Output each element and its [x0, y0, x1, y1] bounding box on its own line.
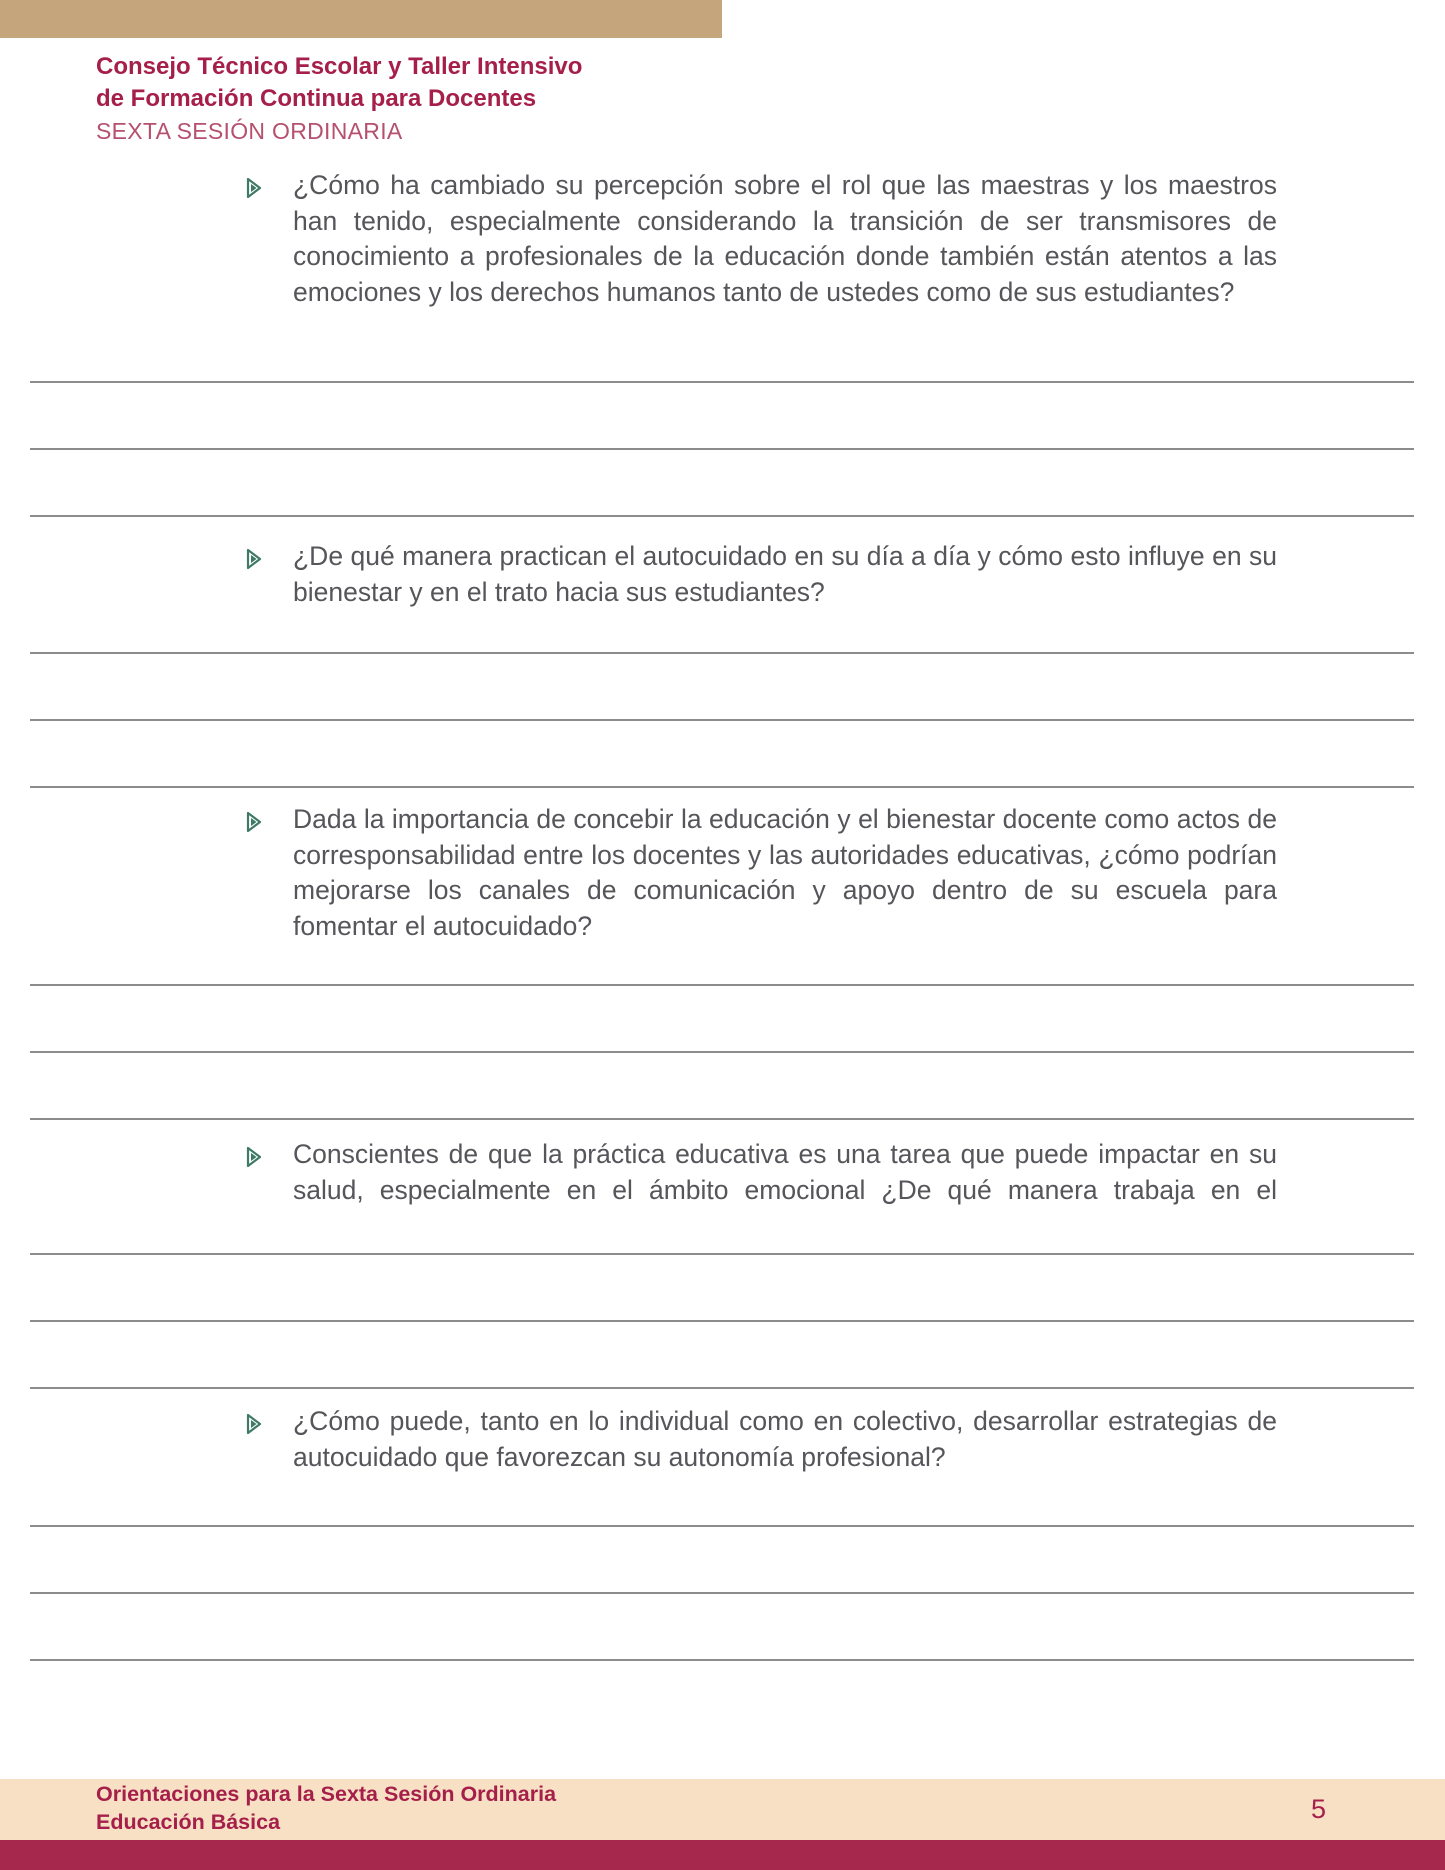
question-text: ¿Cómo puede, tanto en lo individual como en colectivo, desarrollar estrategias de autocuidado que favorezcan su autonomía profesional? — [293, 1406, 1277, 1472]
answer-line[interactable] — [30, 786, 1414, 788]
question-text: Conscientes de que la práctica educativa es una tarea que puede impactar en su salud, especialmente en el ámbito emocional ¿De qué manera trabaja en el — [293, 1139, 1277, 1205]
triangle-bullet-icon — [245, 810, 263, 834]
answer-line[interactable] — [30, 515, 1414, 517]
footer-bottom-bar — [0, 1840, 1445, 1870]
question-text: ¿De qué manera practican el autocuidado en su día a día y cómo esto influye en su bienestar y en el trato hacia sus estudiantes? — [293, 541, 1277, 607]
answer-line[interactable] — [30, 652, 1414, 654]
footer-line-1: Orientaciones para la Sexta Sesión Ordinaria — [96, 1782, 557, 1806]
session-label: SEXTA SESIÓN ORDINARIA — [96, 118, 403, 144]
footer-line-2: Educación Básica — [96, 1810, 281, 1834]
answer-line[interactable] — [30, 1118, 1414, 1120]
triangle-bullet-icon — [245, 1145, 263, 1169]
question-text: ¿Cómo ha cambiado su percepción sobre el rol que las maestras y los maestros han tenido, especialmente considerando la transición de ser transmisores de conocimiento a profesionales de la educación donde también están atentos a las emociones y los derechos humanos tanto de ustedes como de sus estudiantes? — [293, 170, 1277, 307]
triangle-bullet-icon — [245, 176, 263, 200]
answer-line[interactable] — [30, 984, 1414, 986]
page-number: 5 — [1310, 1794, 1326, 1824]
triangle-bullet-icon — [245, 547, 263, 571]
triangle-bullet-icon — [245, 1412, 263, 1436]
answer-line[interactable] — [30, 1051, 1414, 1053]
answer-line[interactable] — [30, 448, 1414, 450]
answer-line[interactable] — [30, 1320, 1414, 1322]
footer-title — [96, 1780, 556, 1836]
answer-line[interactable] — [30, 1525, 1414, 1527]
document-header — [96, 51, 582, 147]
answer-line[interactable] — [30, 381, 1414, 383]
answer-line[interactable] — [30, 1592, 1414, 1594]
answer-line[interactable] — [30, 719, 1414, 721]
question-text: Dada la importancia de concebir la educación y el bienestar docente como actos de corresponsabilidad entre los docentes y las autoridades educativas, ¿cómo podrían mejorarse los canales de comunicación y apoyo dentro de su escuela para fomentar el autocuidado? — [293, 804, 1277, 941]
top-accent-bar — [0, 0, 722, 38]
header-title-line-1: Consejo Técnico Escolar y Taller Intensivo — [96, 53, 583, 80]
answer-line[interactable] — [30, 1253, 1414, 1255]
header-title-line-2: de Formación Continua para Docentes — [96, 85, 537, 112]
answer-line[interactable] — [30, 1659, 1414, 1661]
answer-line[interactable] — [30, 1387, 1414, 1389]
